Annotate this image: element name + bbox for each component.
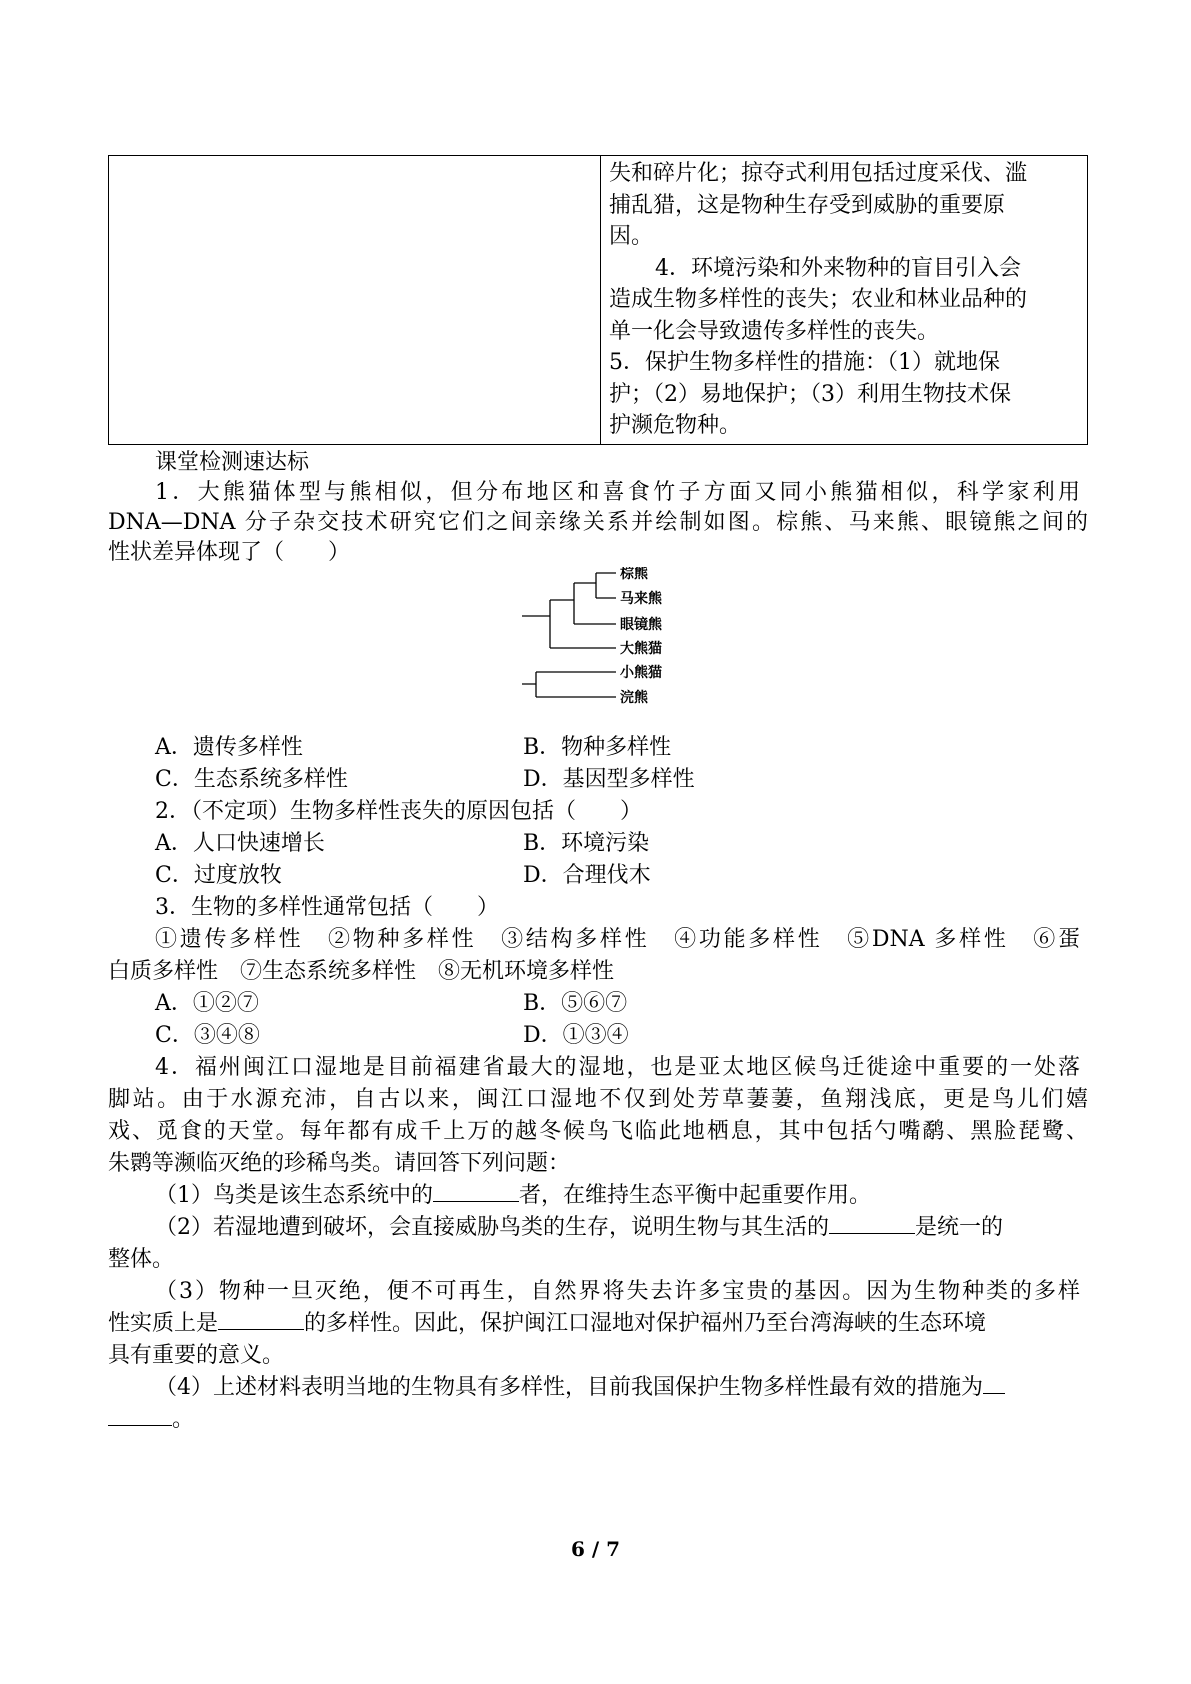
q4-sub2: （2）若湿地遭到破坏，会直接威胁鸟类的生存，说明生物与其生活的 是统一的 [155,1215,1004,1240]
q3-stem: 3．生物的多样性通常包括（ ） [155,895,499,920]
q2-option-b: B．环境污染 [523,831,650,856]
section-title: 课堂检测速达标 [155,450,310,475]
table-line: 失和碎片化；掠夺式利用包括过度采伐、滥 [609,161,1028,186]
table-line: 护濒危物种。 [609,413,742,438]
q1-option-a: A．遗传多样性 [155,735,303,760]
table-line: 5．保护生物多样性的措施：（1）就地保 [609,350,1000,375]
q2-option-a: A．人口快速增长 [155,831,325,856]
q4-sub1-blank[interactable] [433,1181,519,1202]
q1-option-c: C．生态系统多样性 [155,767,348,792]
q3-items-line: 白质多样性 ⑦生态系统多样性 ⑧无机环境多样性 [108,959,615,984]
tree-label-spectacled-bear: 眼镜熊 [620,617,662,633]
q1-option-d: D．基因型多样性 [523,767,695,792]
q4-stem-line: 戏、觅食的天堂。每年都有成千上万的越冬候鸟飞临此地栖息，其中包括勺嘴鹬、黑脸琵鹭、 [108,1119,1088,1144]
q4-sub4-blank[interactable] [108,1405,172,1426]
q4-sub4: （4）上述材料表明当地的生物具有多样性，目前我国保护生物多样性最有效的措施为 [155,1373,1005,1403]
phylogenetic-tree [522,567,682,717]
q4-stem-line: 脚站。由于水源充沛，自古以来，闽江口湿地不仅到处芳草萋萋，鱼翔浅底，更是鸟儿们嬉 [108,1087,1088,1112]
q2-stem: 2．（不定项）生物多样性丧失的原因包括（ ） [155,799,642,824]
tree-label-sun-bear: 马来熊 [620,591,662,607]
table-line: 因。 [609,224,654,249]
page-number: 6 / 7 [570,1537,621,1561]
table-right-cell [601,156,1088,445]
q1-stem-line: 1．大熊猫体型与熊相似，但分布地区和喜食竹子方面又同小熊猫相似，科学家利用 [155,480,1080,505]
q1-stem-line: 性状差异体现了（ ） [108,540,351,565]
q4-sub2-blank[interactable] [829,1213,915,1234]
q1-option-b: B．物种多样性 [523,735,672,760]
q4-sub3-line: （3）物种一旦灭绝，便不可再生，自然界将失去许多宝贵的基因。因为生物种类的多样 [155,1279,1080,1304]
q2-option-c: C．过度放牧 [155,863,282,888]
q1-stem-line: DNA—DNA 分子杂交技术研究它们之间亲缘关系并绘制如图。棕熊、马来熊、眼镜熊之间的 [108,510,1088,535]
table-left-cell [109,156,601,445]
q3-option-d: D．①③④ [523,1023,629,1048]
q4-stem-line: 4．福州闽江口湿地是目前福建省最大的湿地，也是亚太地区候鸟迁徙途中重要的一处落 [155,1055,1080,1080]
q3-option-c: C．③④⑧ [155,1023,260,1048]
table-line: 护；（2）易地保护；（3）利用生物技术保 [609,381,1011,407]
q4-sub3-blank[interactable] [218,1309,304,1330]
q3-option-b: B．⑤⑥⑦ [523,991,628,1016]
q3-option-a: A．①②⑦ [155,991,259,1016]
table-line: 造成生物多样性的丧失；农业和林业品种的 [609,287,1028,312]
q4-stem-line: 朱鹮等濒临灭绝的珍稀鸟类。请回答下列问题： [108,1151,571,1176]
table-line: 单一化会导致遗传多样性的丧失。 [609,318,940,344]
q4-sub4-blank-start[interactable] [983,1373,1005,1394]
q2-option-d: D．合理伐木 [523,863,651,888]
q4-sub3: 性实质上是 的多样性。因此，保护闽江口湿地对保护福州乃至台湾海峡的生态环境 [108,1311,987,1336]
table-line: 捕乱猎，这是物种生存受到威胁的重要原 [609,192,1006,218]
q4-sub4-line2: 。 [108,1405,194,1435]
tree-label-giant-panda: 大熊猫 [620,641,662,657]
tree-label-brown-bear: 棕熊 [620,567,648,582]
q4-sub2-line2: 整体。 [108,1247,175,1272]
content-table [108,155,1088,445]
tree-label-raccoon: 浣熊 [620,690,648,706]
q4-sub1: （1）鸟类是该生态系统中的 者，在维持生态平衡中起重要作用。 [155,1183,872,1208]
q3-items-line: ①遗传多样性 ②物种多样性 ③结构多样性 ④功能多样性 ⑤DNA 多样性 ⑥蛋 [155,927,1080,952]
table-line: 4．环境污染和外来物种的盲目引入会 [655,255,1021,281]
tree-label-red-panda: 小熊猫 [620,665,662,681]
q4-sub3-line3: 具有重要的意义。 [108,1343,285,1368]
